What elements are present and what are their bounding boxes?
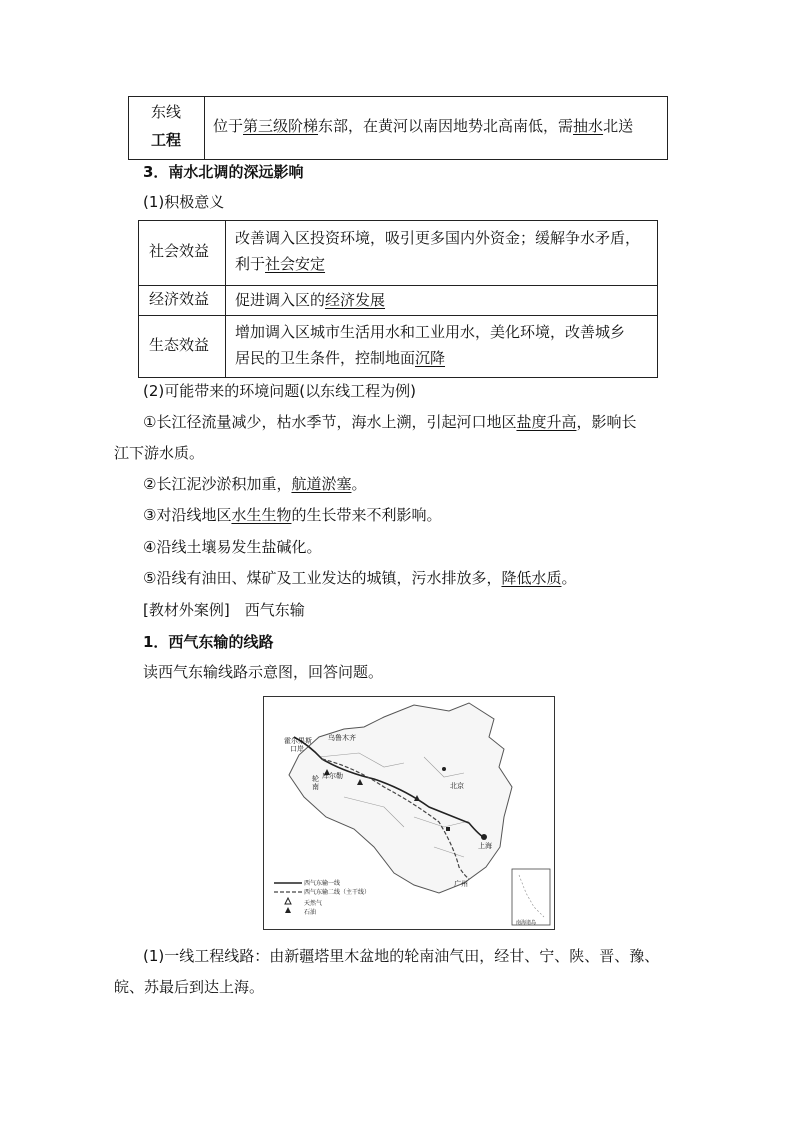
benefits-table	[138, 220, 658, 378]
section3-sub1: (1)积极意义	[143, 193, 225, 211]
map-legend	[304, 879, 370, 917]
east-route-label-cell	[129, 97, 205, 159]
east-route-label-1: 东线	[151, 103, 182, 121]
legend-item: 天然气	[304, 900, 323, 907]
case-para-line1: (1)一线工程线路：由新疆塔里木盆地的轮南油气田，经甘、宁、陕、晋、豫、	[143, 947, 660, 965]
case-heading: [教材外案例] 西气东输	[143, 601, 305, 619]
table-row	[139, 221, 657, 286]
underline-pump: 抽水	[573, 117, 604, 135]
section3-sub2: (2)可能带来的环境问题(以东线工程为例)	[143, 382, 416, 400]
label-horgos: 霍尔果斯 口岸	[284, 737, 312, 753]
east-route-text: 位于第三级阶梯东部，在黄河以南因地势北高南低，需抽水北送	[213, 117, 634, 135]
issue-4: ④沿线土壤易发生盐碱化。	[143, 538, 322, 556]
label-korla: 库尔勒	[322, 772, 343, 780]
table-row	[139, 286, 657, 316]
row-label: 经济效益	[149, 290, 210, 308]
case-sub: 1．西气东输的线路	[143, 633, 274, 651]
label-shanghai: 上海	[478, 842, 492, 850]
issue-5: ⑤沿线有油田、煤矿及工业发达的城镇，污水排放多，降低水质。	[143, 569, 577, 587]
section3-heading: 3．南水北调的深远影响	[143, 163, 304, 181]
row-label: 生态效益	[149, 336, 210, 354]
issue-3: ③对沿线地区水生生物的生长带来不利影响。	[143, 506, 442, 524]
east-route-label-2: 工程	[151, 131, 182, 149]
legend-item: 西气东输二线（主干线）	[304, 889, 371, 896]
legend-item: 石油	[304, 909, 317, 916]
west-east-gas-map	[263, 696, 555, 930]
label-beijing: 北京	[450, 782, 464, 790]
label-guangzhou: 广州	[454, 880, 468, 888]
issue-1-cont: 江下游水质。	[114, 444, 205, 462]
table-row	[139, 316, 657, 377]
legend-item: 西气东输一线	[304, 880, 341, 887]
issue-2: ②长江泥沙淤积加重，航道淤塞。	[143, 475, 367, 493]
underline-step3: 第三级阶梯	[243, 117, 319, 135]
label-inset: 南海诸岛	[516, 920, 537, 926]
row-label: 社会效益	[149, 242, 210, 260]
label-urumqi: 乌鲁木齐	[328, 734, 356, 742]
issue-1: ①长江径流量减少，枯水季节，海水上溯，引起河口地区盐度升高，影响长	[143, 413, 637, 431]
row-text: 改善调入区投资环境，吸引更多国内外资金；缓解争水矛盾， 利于社会安定	[235, 229, 641, 273]
row-text: 增加调入区城市生活用水和工业用水，美化环境，改善城乡 居民的卫生条件，控制地面沉降	[235, 323, 626, 367]
row-text: 促进调入区的经济发展	[235, 291, 386, 309]
label-lunnan: 轮 南	[312, 775, 319, 791]
case-para-line2: 皖、苏最后到达上海。	[114, 978, 265, 996]
east-route-table	[128, 96, 668, 160]
case-prompt: 读西气东输线路示意图，回答问题。	[143, 663, 384, 681]
